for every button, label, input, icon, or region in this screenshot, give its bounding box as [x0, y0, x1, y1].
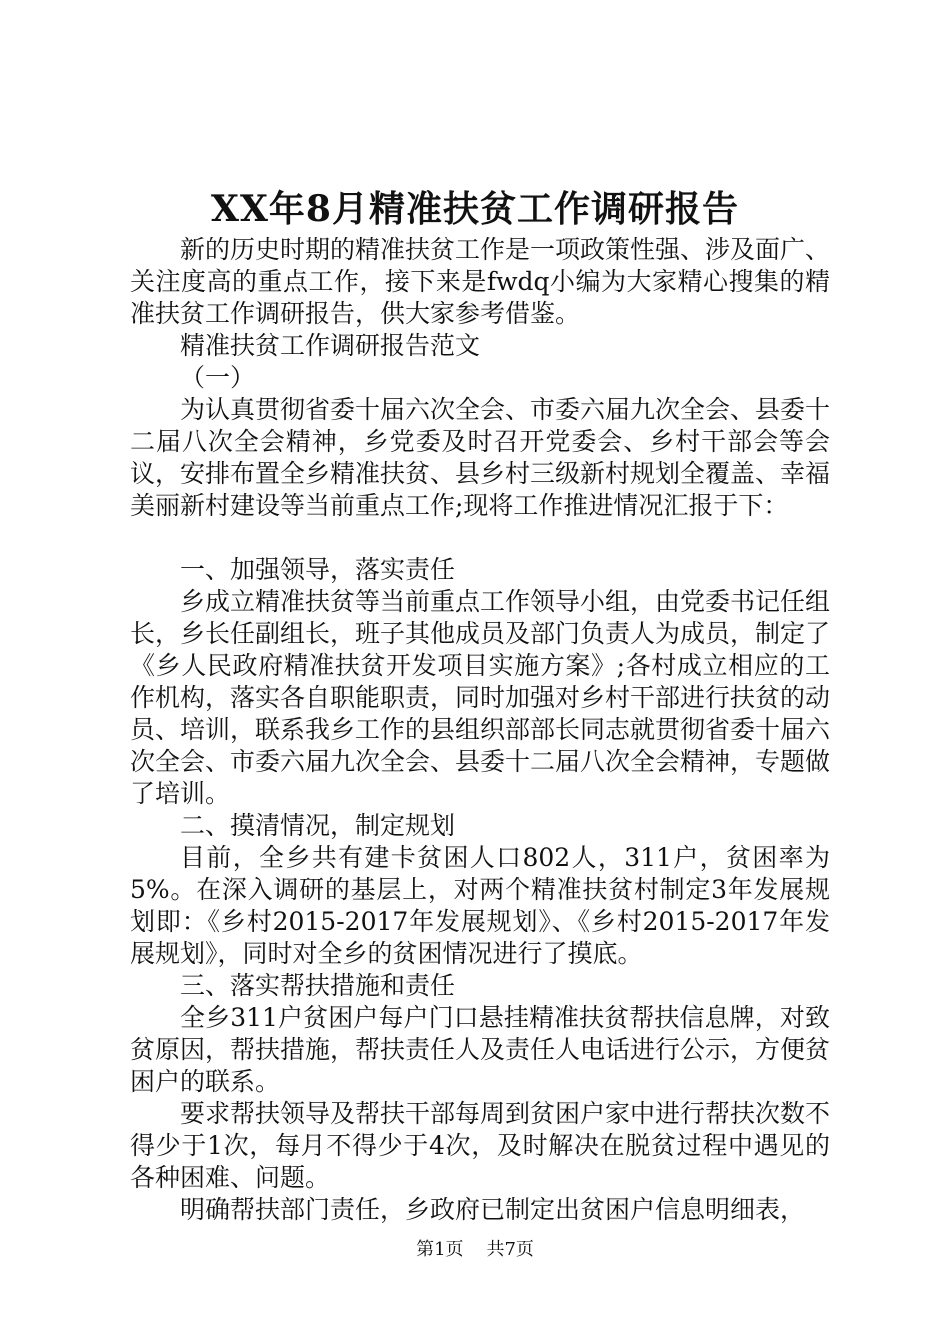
intro-paragraph: 新的历史时期的精准扶贫工作是一项政策性强、涉及面广、关注度高的重点工作，接下来是fwdq小编为大家精心搜集的精准扶贫工作调研报告，供大家参考借鉴。: [130, 235, 831, 328]
section-1-paragraph: 乡成立精准扶贫等当前重点工作领导小组，由党委书记任组长，乡长任副组长，班子其他成员及部门负责人为成员，制定了《乡人民政府精准扶贫开发项目实施方案》;各村成立相应的工作机构，落实各自职能职责，同时加强对乡村干部进行扶贫的动员、培训，联系我乡工作的县组织部部长同志就贯彻省委十届六次全会、市委六届九次全会、县委十二届八次全会精神，专题做了培训。: [130, 587, 831, 808]
document-body: [130, 234, 830, 1226]
blank-line: [130, 522, 830, 554]
part-number: （一）: [180, 363, 256, 392]
section-3-paragraph-3: 明确帮扶部门责任，乡政府已制定出贫困户信息明细表，: [180, 1195, 806, 1224]
section-heading-1: 一、加强领导，落实责任: [180, 555, 456, 584]
section-3-paragraph-1: 全乡311户贫困户每户门口悬挂精准扶贫帮扶信息牌，对致贫原因，帮扶措施，帮扶责任人及责任人电话进行公示，方便贫困户的联系。: [130, 1003, 831, 1096]
section-2-paragraph: 目前，全乡共有建卡贫困人口802人，311户，贫困率为5%。在深入调研的基层上，对两个精准扶贫村制定3年发展规划即：《乡村2015-2017年发展规划》、《乡村2015-2017年发展规划》，同时对全乡的贫困情况进行了摸底。: [130, 843, 830, 968]
page-total: 共7页: [486, 1239, 534, 1260]
page-number: 第1页: [416, 1239, 464, 1260]
subtitle: 精准扶贫工作调研报告范文: [180, 331, 481, 360]
section-heading-2: 二、摸清情况，制定规划: [180, 811, 456, 840]
section-3-paragraph-2: 要求帮扶领导及帮扶干部每周到贫困户家中进行帮扶次数不得少于1次，每月不得少于4次，及时解决在脱贫过程中遇见的各种困难、问题。: [130, 1099, 831, 1192]
page-footer: [0, 1238, 950, 1262]
opening-paragraph: 为认真贯彻省委十届六次全会、市委六届九次全会、县委十二届八次全会精神，乡党委及时召开党委会、乡村干部会等会议，安排布置全乡精准扶贫、县乡村三级新村规划全覆盖、幸福美丽新村建设等当前重点工作;现将工作推进情况汇报于下：: [130, 395, 831, 520]
document-title: XX年8月精准扶贫工作调研报告: [211, 188, 739, 230]
section-heading-3: 三、落实帮扶措施和责任: [180, 971, 456, 1000]
